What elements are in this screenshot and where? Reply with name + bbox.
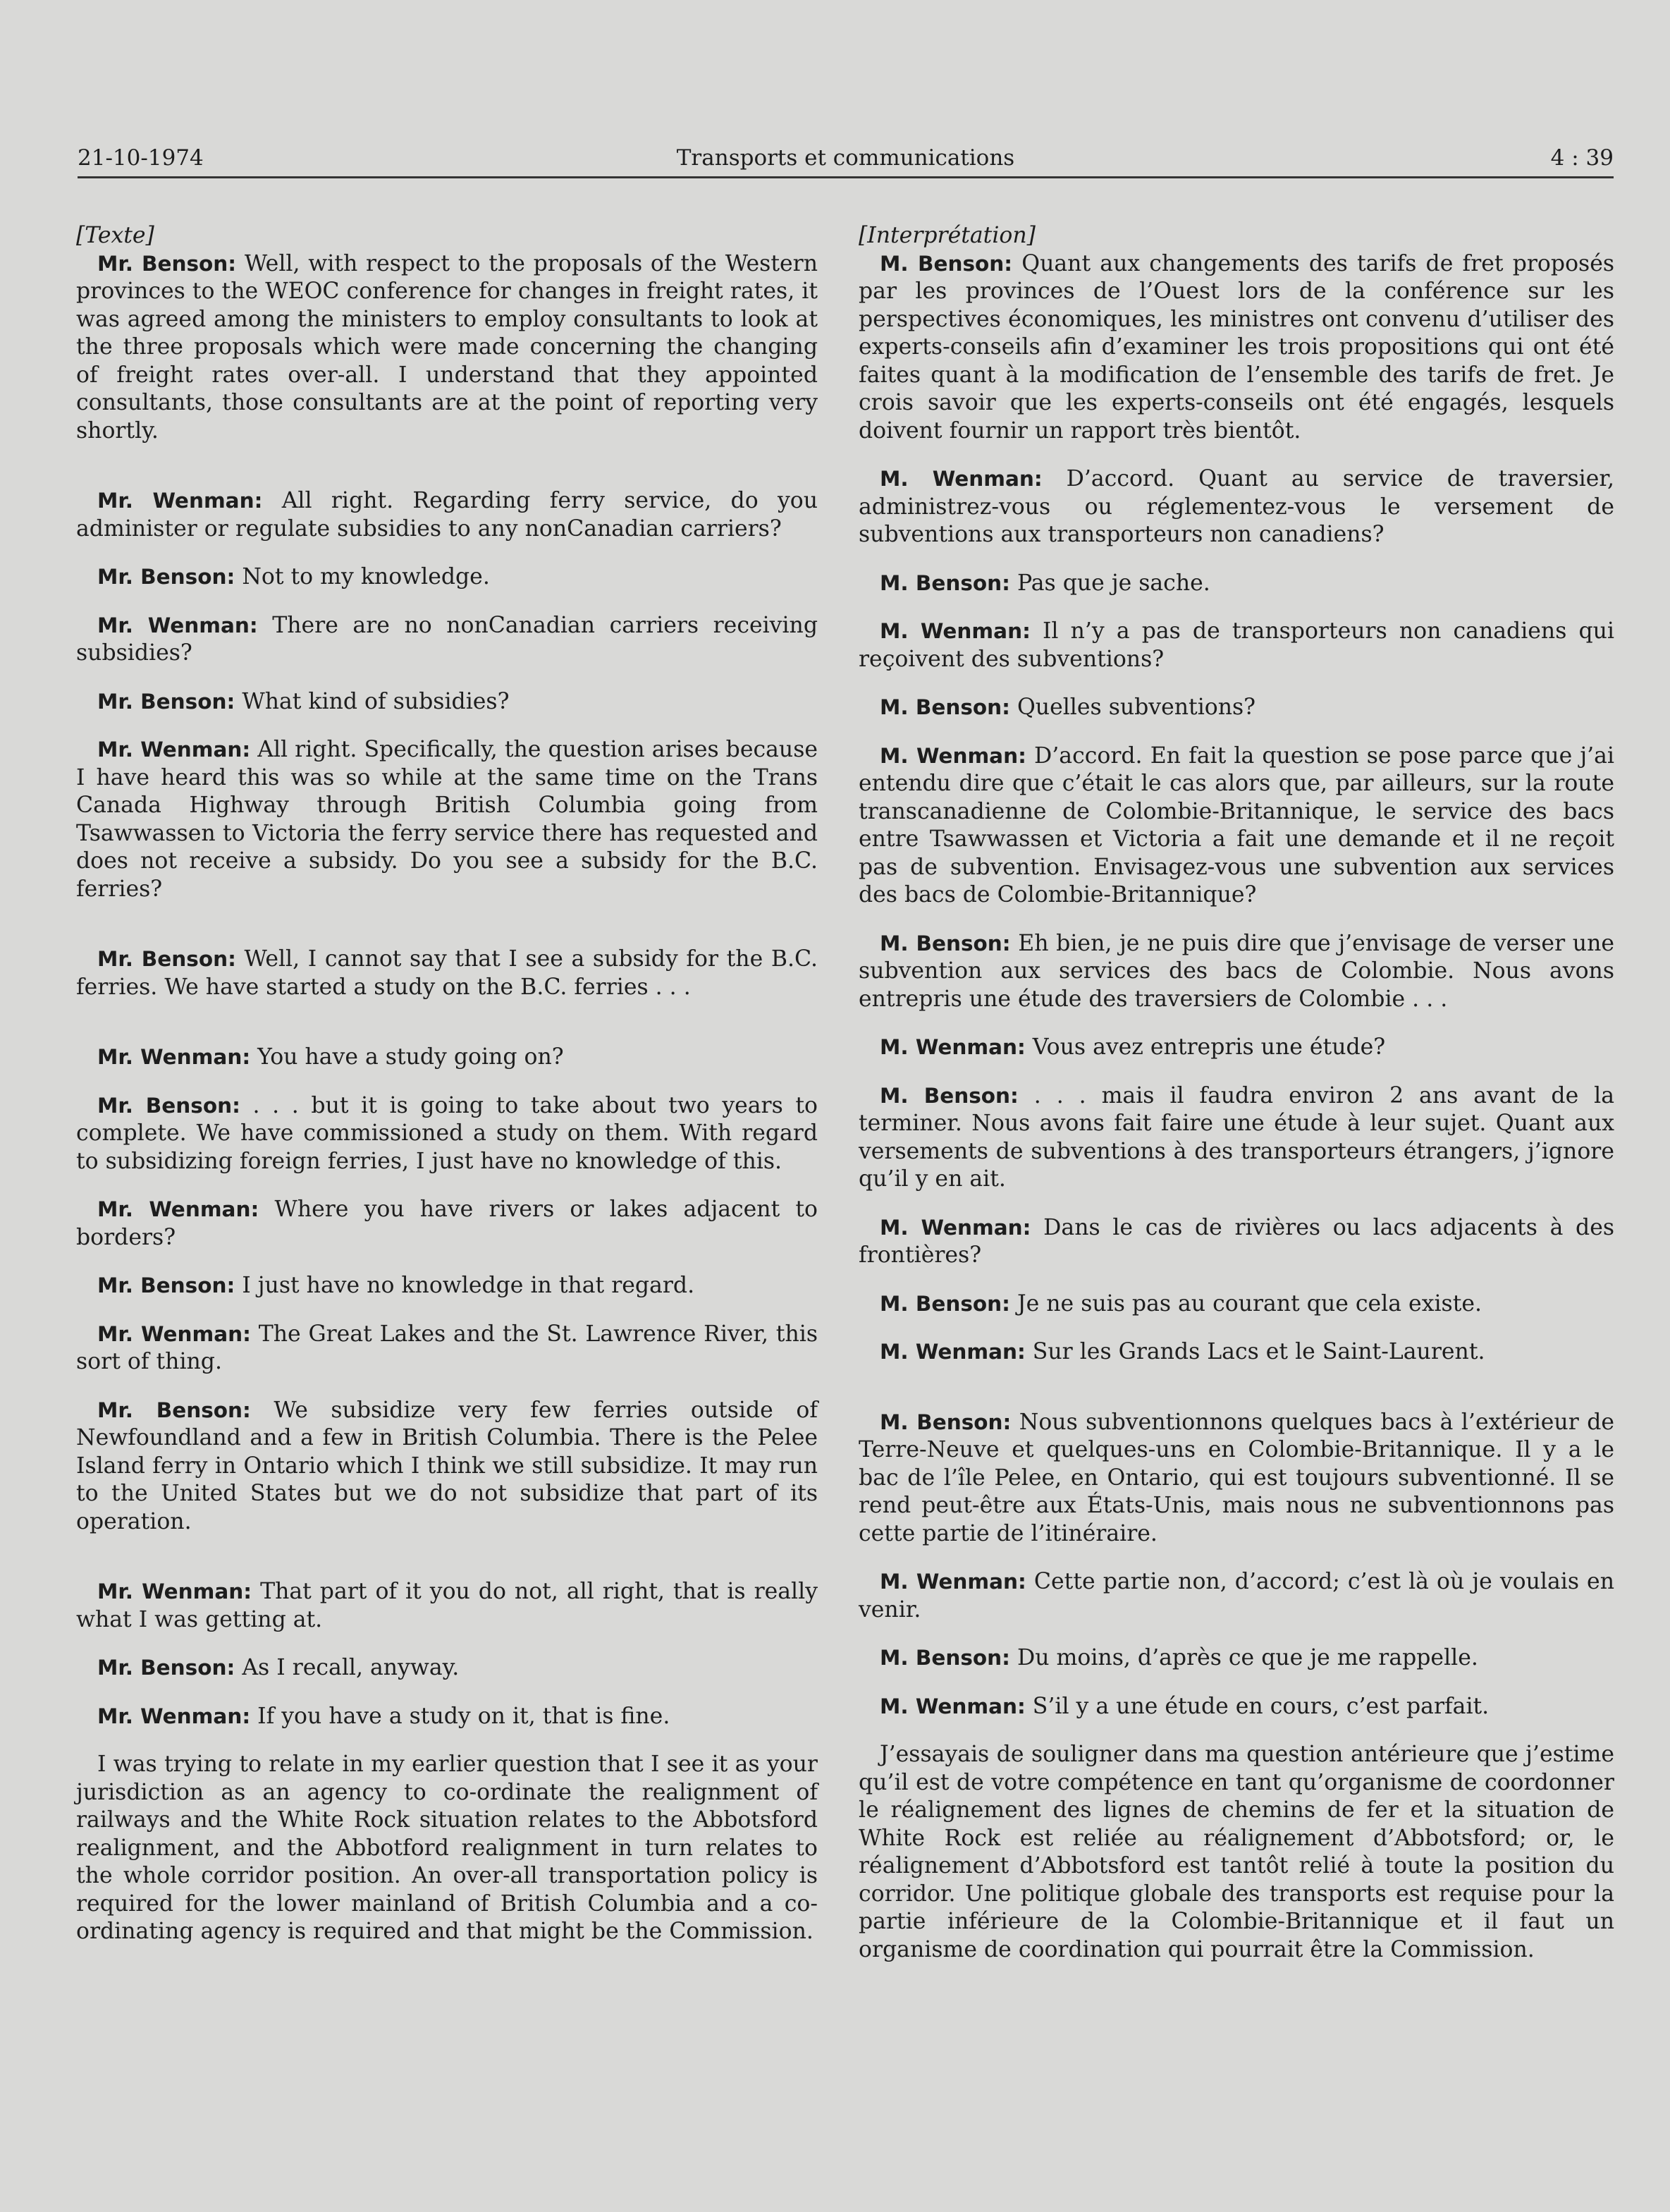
speech-text: Quelles subventions?	[1017, 695, 1256, 720]
speech-text: Il n’y a pas de transporteurs non canadiens qui reçoivent des subventions?	[859, 618, 1614, 672]
speech-text: Well, with respect to the proposals of the Western provinces to the WEOC conference for changes in freight rates, it was agreed among the ministers to employ consultants to look at the three proposals which were made concerning the changing of freight rates over-all. I understand that they appointed consultants, those consultants are at the point of reporting very shortly.	[76, 250, 818, 444]
speaker-name: Mr. Benson:	[97, 251, 237, 276]
transcript-paragraph	[76, 688, 818, 716]
speech-text: There are no nonCanadian carriers receiving subsidies?	[76, 612, 818, 666]
speech-text: You have a study going on?	[257, 1044, 564, 1070]
speaker-name: Mr. Benson:	[97, 1093, 240, 1118]
speech-text: Quant aux changements des tarifs de fret proposés par les provinces de l’Ouest lors de la conférence sur les perspectives économiques, les ministres ont convenu d’utiliser des experts-conseils afin d’examiner les trois propositions qui ont été faites quant à la modification de l’ensemble des tarifs de fret. Je crois savoir que les experts-conseils ont été engagés, lesquels doivent fournir un rapport très bientôt.	[859, 250, 1615, 444]
speech-text: As I recall, anyway.	[242, 1655, 460, 1680]
speaker-name: M. Wenman:	[880, 1694, 1026, 1718]
transcript-paragraph	[859, 1034, 1614, 1062]
speech-text: Not to my knowledge.	[242, 564, 490, 589]
speaker-name: M. Benson:	[880, 570, 1010, 595]
speaker-name: Mr. Benson:	[97, 1273, 235, 1297]
speaker-name: Mr. Benson:	[97, 1398, 251, 1422]
transcript-paragraph	[859, 465, 1614, 549]
header-title: Transports et communications	[676, 145, 1015, 171]
speech-text: What kind of subsidies?	[242, 688, 510, 714]
transcript-paragraph	[859, 618, 1614, 673]
transcript-paragraph	[76, 946, 818, 1001]
speaker-name: M. Wenman:	[880, 1340, 1026, 1364]
speaker-name: M. Benson:	[880, 1083, 1019, 1108]
speech-text: D’accord. Quant au service de traversier, administrez-vous ou réglementez-vous le versement de subventions aux transporteurs non canadiens?	[859, 466, 1614, 547]
speaker-name: Mr. Wenman:	[97, 1579, 252, 1603]
speaker-name: Mr. Wenman:	[97, 489, 263, 513]
speech-text: . . . but it is going to take about two years to complete. We have commissioned a study on them. With regard to subsidizing foreign ferries, I just have no knowledge of this.	[76, 1092, 818, 1174]
transcript-paragraph	[76, 1196, 818, 1252]
header-page-number: 4 : 39	[1550, 145, 1614, 171]
transcript-paragraph	[76, 1751, 818, 1946]
transcript-paragraph	[859, 930, 1614, 1014]
speech-text: Cette partie non, d’accord; c’est là où je voulais en venir.	[859, 1569, 1614, 1623]
speech-text: Where you have rivers or lakes adjacent to borders?	[76, 1197, 818, 1250]
speaker-name: M. Benson:	[880, 1410, 1012, 1434]
transcript-paragraph	[76, 250, 818, 446]
transcript-paragraph	[859, 1338, 1614, 1367]
speaker-name: Mr. Benson:	[97, 565, 235, 589]
speaker-name: Mr. Wenman:	[97, 1197, 259, 1221]
transcript-paragraph	[859, 1693, 1614, 1721]
speaker-name: M. Benson:	[880, 251, 1013, 276]
speaker-name: Mr. Benson:	[97, 689, 235, 714]
transcript-paragraph	[76, 1654, 818, 1682]
transcript-paragraph	[859, 1409, 1614, 1548]
transcript-paragraph	[859, 570, 1614, 598]
speech-text: I was trying to relate in my earlier question that I see it as your jurisdiction as an agency to co-ordinate the realignment of railways and the White Rock situation relates to the Abbotsford realignment, and the Abbotford realignment in turn relates to the whole corridor position. An over-all transportation policy is required for the lower mainland of British Columbia and a co-ordinating agency is required and that might be the Commission.	[76, 1752, 818, 1944]
speech-text: Dans le cas de rivières ou lacs adjacents à des frontières?	[859, 1214, 1615, 1268]
speaker-name: Mr. Benson:	[97, 947, 236, 971]
transcript-paragraph	[859, 1214, 1614, 1270]
speaker-name: M. Wenman:	[880, 1215, 1031, 1240]
transcript-paragraph	[76, 1397, 818, 1536]
speech-text: Eh bien, je ne puis dire que j’envisage de verser une subvention aux services des bacs de Colombie. Nous avons entrepris une étude des traversiers de Colombie . . .	[859, 930, 1614, 1012]
transcript-paragraph	[859, 250, 1614, 446]
speech-text: All right. Regarding ferry service, do you administer or regulate subsidies to any nonCanadian carriers?	[76, 488, 818, 542]
speaker-name: Mr. Wenman:	[97, 613, 258, 637]
speaker-name: M. Wenman:	[880, 743, 1026, 768]
speech-text: We subsidize very few ferries outside of Newfoundland and a few in British Columbia. There is the Pelee Island ferry in Ontario which I think we still subsidize. It may run to the United States but we do not subsidize that part of its operation.	[76, 1397, 818, 1534]
speaker-name: M. Benson:	[880, 931, 1011, 955]
transcript-paragraph	[76, 563, 818, 592]
speaker-name: M. Benson:	[880, 695, 1010, 719]
transcript-paragraph	[76, 736, 818, 903]
speaker-name: Mr. Wenman:	[97, 738, 251, 762]
speech-text: Pas que je sache.	[1017, 570, 1210, 596]
speaker-name: M. Benson:	[880, 1646, 1010, 1670]
speech-text: Sur les Grands Lacs et le Saint-Laurent.	[1032, 1339, 1485, 1364]
page-header	[78, 138, 1614, 178]
speaker-name: Mr. Wenman:	[97, 1045, 251, 1069]
speech-text: All right. Specifically, the question arises because I have heard this was so while at the same time on the Trans Canada Highway through British Columbia going from Tsawwassen to Victoria the ferry service there has requested and does not receive a subsidy. Do you see a subsidy for the B.C. ferries?	[76, 737, 818, 902]
speech-text: S’il y a une étude en cours, c’est parfait.	[1032, 1693, 1490, 1719]
speech-text: If you have a study on it, that is fine.	[257, 1703, 670, 1729]
speaker-name: M. Wenman:	[880, 619, 1031, 643]
transcript-paragraph	[76, 487, 818, 543]
speech-text: D’accord. En fait la question se pose parce que j’ai entendu dire que c’était le cas alors que, par ailleurs, sur la route transcanadienne de Colombie-Britannique, le service des bacs entre Tsawwassen et Victoria a fait une demande et il ne reçoit pas de subvention. Envisagez-vous une subvention aux services des bacs de Colombie-Britannique?	[859, 743, 1614, 908]
speech-text: The Great Lakes and the St. Lawrence River, this sort of thing.	[76, 1321, 818, 1374]
transcript-paragraph	[859, 1082, 1614, 1194]
speech-text: Vous avez entrepris une étude?	[1032, 1034, 1386, 1060]
speaker-name: M. Wenman:	[880, 467, 1043, 491]
speech-text: Nous subventionnons quelques bacs à l’extérieur de Terre-Neuve et quelques-uns en Colombie-Britannique. Il y a le bac de l’île Pelee, en Ontario, qui est toujours subventionné. Il se rend peut-être aux États-Unis, mais nous ne subventionnons pas cette partie de l’itinéraire.	[859, 1409, 1614, 1546]
transcript-paragraph	[76, 1092, 818, 1176]
transcript-paragraph	[859, 743, 1614, 910]
speaker-name: M. Wenman:	[880, 1570, 1026, 1594]
speech-text: Du moins, d’après ce que je me rappelle.	[1017, 1645, 1478, 1670]
transcript-paragraph	[859, 694, 1614, 722]
transcript-paragraph	[76, 1578, 818, 1634]
language-marker: [Texte]	[76, 223, 154, 248]
transcript-paragraph	[76, 1272, 818, 1300]
speech-text: That part of it you do not, all right, that is really what I was getting at.	[76, 1579, 818, 1632]
transcript-paragraph	[76, 612, 818, 668]
transcript-paragraph	[859, 1741, 1614, 1964]
transcript-paragraph	[76, 1044, 818, 1072]
speaker-name: Mr. Wenman:	[97, 1704, 251, 1728]
transcript-paragraph	[76, 1321, 818, 1376]
speech-text: Je ne suis pas au courant que cela existe.	[1017, 1290, 1482, 1316]
header-date: 21-10-1974	[78, 145, 204, 171]
language-marker: [Interprétation]	[859, 223, 1036, 248]
speaker-name: Mr. Benson:	[97, 1656, 235, 1680]
transcript-paragraph	[76, 1703, 818, 1731]
speech-text: Well, I cannot say that I see a subsidy for the B.C. ferries. We have started a study on the B.C. ferries . . .	[76, 946, 818, 1000]
speaker-name: M. Benson:	[880, 1291, 1010, 1316]
speech-text: J’essayais de souligner dans ma question antérieure que j’estime qu’il est de votre compétence en tant qu’organisme de coordonner le réalignement des lignes de chemins de fer et la situation de White Rock est reliée au réalignement d’Abbotsford; or, le réalignement d’Abbotsford est tantôt relié à toute la position du corridor. Une politique globale des transports est requise pour la partie inférieure de la Colombie-Britannique et il faut un organisme de coordination qui pourrait être la Commission.	[859, 1742, 1614, 1962]
right-column-french	[859, 222, 1614, 1984]
speech-text: . . . mais il faudra environ 2 ans avant de la terminer. Nous avons fait faire une étude à leur sujet. Quant aux versements de subventions à des transporteurs étrangers, j’ignore qu’il y en ait.	[859, 1082, 1615, 1192]
speech-text: I just have no knowledge in that regard.	[242, 1273, 695, 1298]
speaker-name: Mr. Wenman:	[97, 1321, 251, 1346]
transcript-paragraph	[859, 1568, 1614, 1624]
left-column-english	[76, 222, 818, 1967]
transcript-paragraph	[859, 1644, 1614, 1673]
speaker-name: M. Wenman:	[880, 1035, 1026, 1059]
transcript-paragraph	[859, 1290, 1614, 1319]
